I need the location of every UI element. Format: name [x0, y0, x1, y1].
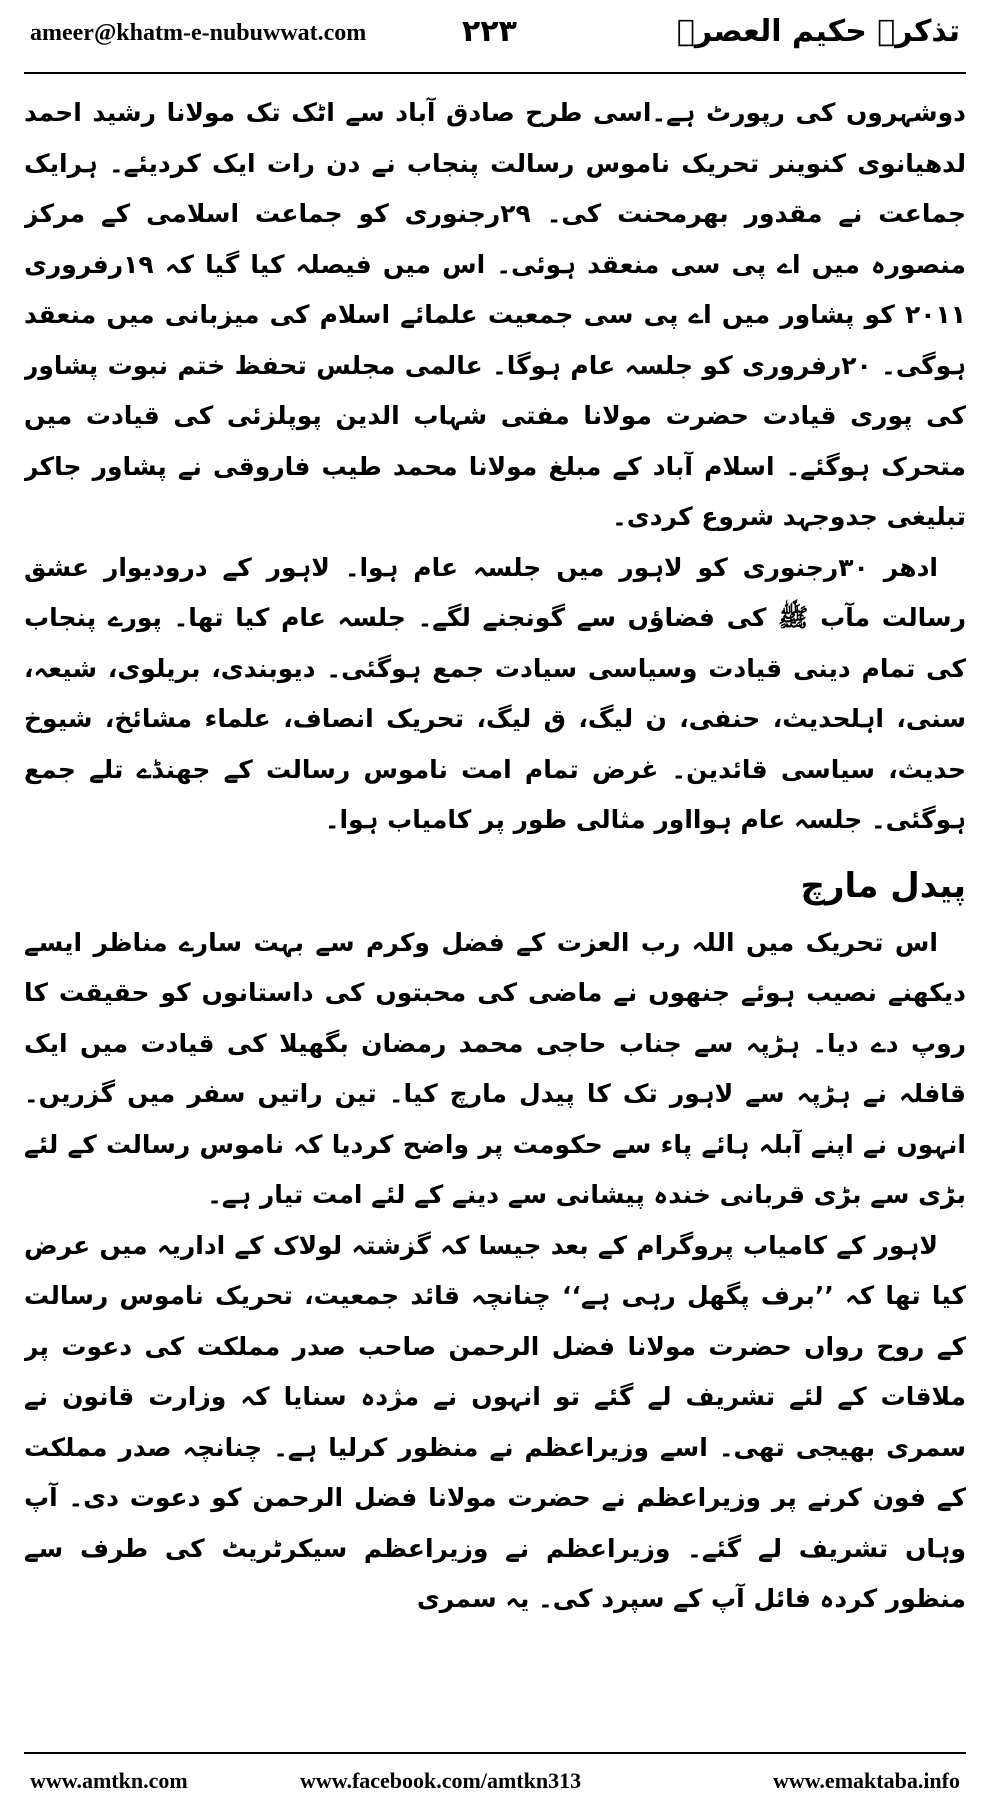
footer-link-facebook[interactable]: www.facebook.com/amtkn313 [300, 1768, 582, 1793]
header-divider [24, 72, 966, 74]
page-header [0, 0, 990, 100]
section-heading: پیدل مارچ [800, 865, 966, 906]
book-title: تذکرہ حکیم العصرؒ [676, 14, 960, 49]
paragraph-1: دوشہروں کی رپورٹ ہے۔اسی طرح صادق آباد سے اٹک تک مولانا رشید احمد لدھیانوی کنوینر تحریک ناموس رسالت پنجاب نے دن رات ایک کردیئے۔ ہرایک جماعت نے مقدور بھرمحنت کی۔ ۲۹رجنوری کو جماعت اسلامی کے مرکز منصورہ میں اے پی سی منعقد ہوئی۔ اس میں فیصلہ کیا گیا کہ ۱۹رفروری ۲۰۱۱ کو پشاور میں اے پی سی جمعیت علمائے اسلام کی میزبانی میں منعقد ہوگی۔ ۲۰رفروری کو جلسہ عام ہوگا۔ عالمی مجلس تحفظ ختم نبوت پشاور کی پوری قیادت حضرت مولانا مفتی شہاب الدین پوپلزئی کی قیادت میں متحرک ہوگئے۔ اسلام آباد کے مبلغ مولانا محمد طیب فاروقی نے پشاور جاکر تبلیغی جدوجہد شروع کردی۔ [24, 98, 966, 531]
footer-link-amtkn[interactable]: www.amtkn.com [30, 1768, 188, 1793]
footer-link-emaktaba[interactable]: www.emaktaba.info [772, 1768, 960, 1793]
paragraph-4: لاہور کے کامیاب پروگرام کے بعد جیسا کہ گزشتہ لولاک کے اداریہ میں عرض کیا تھا کہ ’’برف پگھل رہی ہے‘‘ چنانچہ قائد جمعیت، تحریک ناموس رسالت کے روح رواں حضرت مولانا فضل الرحمن صاحب صدر مملکت کی دعوت پر ملاقات کے لئے تشریف لے گئے تو انہوں نے مژدہ سنایا کہ وزارت قانون نے سمری بھیجی تھی۔ اسے وزیراعظم نے منظور کرلیا ہے۔ چنانچہ صدر مملکت کے فون کرنے پر وزیراعظم نے حضرت مولانا فضل الرحمن کو دعوت دی۔ آپ وہاں تشریف لے گئے۔ وزیراعظم نے وزیراعظم سیکرٹریٹ کی طرف سے منظور کردہ فائل آپ کے سپرد کی۔ یہ سمری [24, 1230, 966, 1613]
page-number: ۲۲۳ [462, 14, 517, 49]
page-footer [0, 1768, 990, 1808]
footer-divider [24, 1752, 966, 1754]
paragraph-2: ادھر ۳۰رجنوری کو لاہور میں جلسہ عام ہوا۔ لاہور کے درودیوار عشق رسالت مآب ﷺ کی فضاؤں سے گونجنے لگے۔ جلسہ عام کیا تھا۔ پورے پنجاب کی تمام دینی قیادت وسیاسی سیادت جمع ہوگئی۔ دیوبندی، بریلوی، شیعہ، سنی، اہلحدیث، حنفی، ن لیگ، ق لیگ، تحریک انصاف، علماء مشائخ، شیوخ حدیث، سیاسی قائدین۔ غرض تمام امت ناموس رسالت کے جھنڈے تلے جمع ہوگئی۔ جلسہ عام ہوااور مثالی طور پر کامیاب ہوا۔ [24, 552, 966, 834]
paragraph-3: اس تحریک میں اللہ رب العزت کے فضل وکرم سے بہت سارے مناظر ایسے دیکھنے نصیب ہوئے جنھوں نے ماضی کی محبتوں کی داستانوں کو حقیقت کا روپ دے دیا۔ ہڑپہ سے جناب حاجی محمد رمضان بگھیلا کی قیادت میں ایک قافلہ نے ہڑپہ سے لاہور تک کا پیدل مارچ کیا۔ تین راتیں سفر میں گزریں۔ انہوں نے اپنے آبلہ ہائے پاء سے حکومت پر واضح کردیا کہ ناموس رسالت کے لئے بڑی سے بڑی قربانی خندہ پیشانی سے دینے کے لئے امت تیار ہے۔ [24, 927, 966, 1209]
page-body [24, 88, 966, 1748]
header-email[interactable]: ameer@khatm-e-nubuwwat.com [30, 20, 367, 46]
